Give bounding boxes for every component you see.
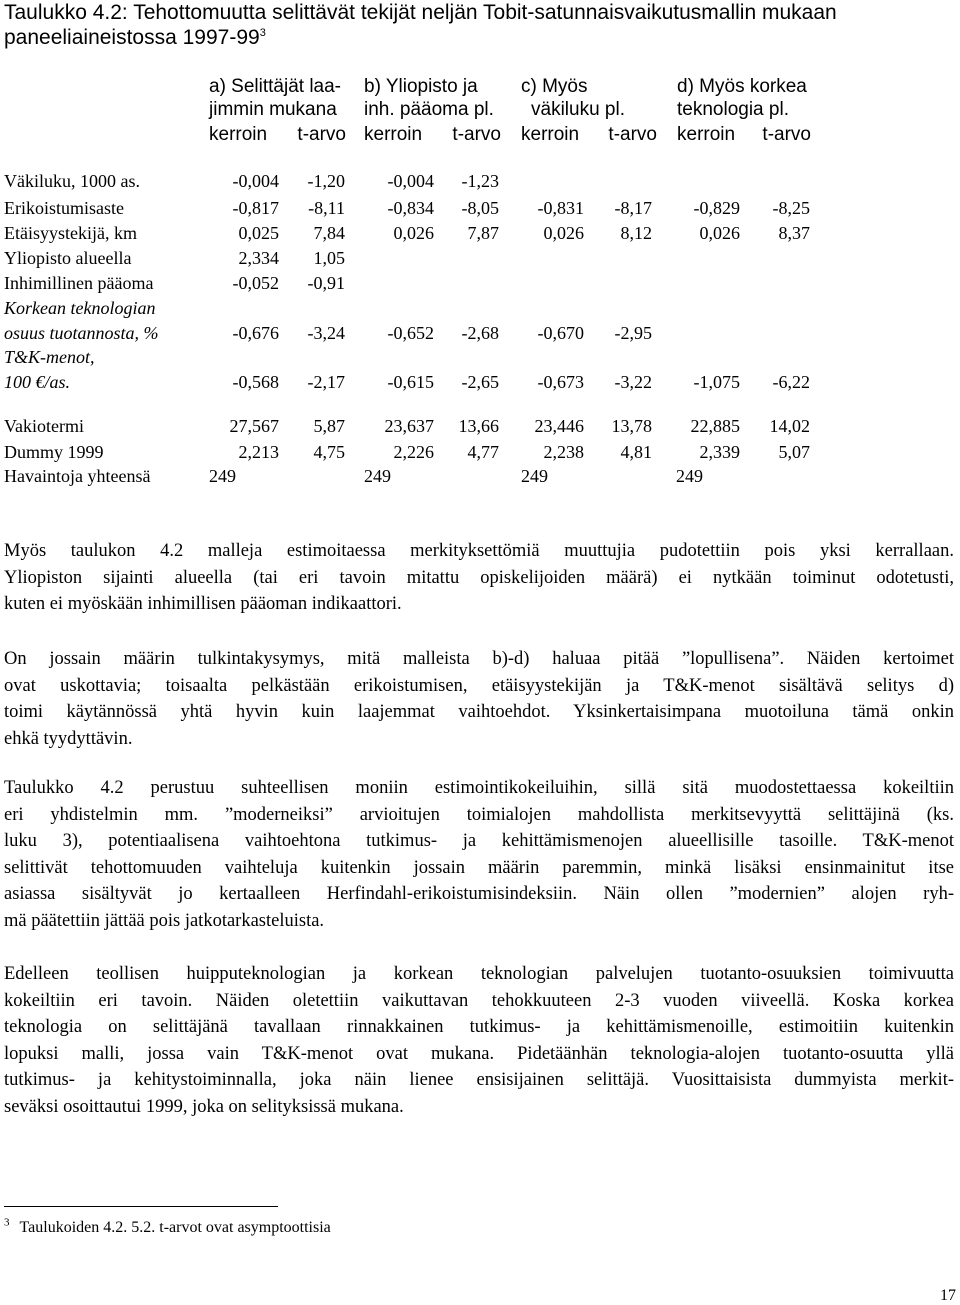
model-header-line2: väkiluku pl.	[531, 99, 625, 120]
paragraph-line: ovat uskottavia; toisaalta pelkästään erikoistumisen, etäisyystekijän ja T&K-menot sisältävä selitys d)	[4, 675, 954, 696]
table-title-line1: Taulukko 4.2: Tehottomuutta selittävät tekijät neljän Tobit-satunnaisvaikutusmallin mukaan	[4, 1, 837, 24]
paragraph-line: luku 3), potentiaalisena vaihtoehtona tutkimus- ja kehittämismenojen alueellisille tasoille. T&K-menot	[4, 831, 954, 852]
subheader-kerroin: kerroin	[209, 124, 268, 145]
cell-t-arvo: 4,77	[467, 442, 499, 462]
cell-kerroin: 22,885	[690, 416, 740, 436]
cell-t-arvo: 1,05	[313, 248, 345, 268]
subheader-t-arvo: t-arvo	[608, 124, 657, 145]
cell-kerroin: 27,567	[229, 416, 279, 436]
paragraph-line: Yliopiston sijainti alueella (tai eri tavoin mitattu opiskelijoiden määrä) ei nytkään toiminut odotetusti,	[4, 567, 954, 588]
cell-t-arvo: -3,22	[614, 372, 652, 392]
subheader-kerroin: kerroin	[677, 124, 736, 145]
row-label: Inhimillinen pääoma	[4, 273, 154, 293]
footnote	[4, 1218, 331, 1238]
table-title	[4, 0, 837, 50]
row-label: Väkiluku, 1000 as.	[4, 171, 140, 191]
cell-kerroin: 2,334	[238, 248, 279, 268]
cell-t-arvo: 14,02	[769, 416, 810, 436]
cell-kerroin: -0,004	[232, 171, 279, 191]
cell-t-arvo: -2,65	[461, 372, 499, 392]
paragraph-line: Edelleen teollisen huipputeknologian ja korkean teknologian palvelujen tuotanto-osuuksien toimivuutta	[4, 964, 954, 984]
cell-observations: 249	[676, 466, 703, 486]
footnote-ref: 3	[259, 27, 266, 39]
cell-observations: 249	[364, 466, 391, 486]
cell-t-arvo: -8,11	[308, 198, 345, 218]
paragraph-line: Taulukko 4.2 perustuu suhteellisen moniin estimointikokeiluihin, sillä sitä muodostettaessa kokeiltiin	[4, 778, 954, 798]
footnote-text: Taulukoiden 4.2. 5.2. t-arvot ovat asymptoottisia	[19, 1219, 331, 1236]
footnote-rule	[4, 1206, 278, 1207]
cell-t-arvo: -3,24	[307, 323, 345, 343]
cell-t-arvo: 4,81	[620, 442, 652, 462]
cell-kerroin: 23,446	[534, 416, 584, 436]
paragraph-line: lopuksi malli, jossa vain T&K-menot ovat mukana. Pidetäänhän teknologia-alojen tuotanto-osuutta yllä	[4, 1043, 954, 1064]
cell-t-arvo: -2,68	[461, 323, 499, 343]
model-header-line1: b) Yliopisto ja	[364, 76, 478, 97]
cell-kerroin: -0,829	[693, 198, 740, 218]
cell-t-arvo: 7,87	[467, 223, 499, 243]
cell-kerroin: -0,052	[232, 273, 279, 293]
cell-t-arvo: 5,87	[313, 416, 345, 436]
paragraph-line: selittivät tehottomuuden vaihteluja kuitenkin jossain määrin paremmin, minkä lisäksi ensinmainitut itse	[4, 857, 954, 878]
cell-kerroin: -0,834	[387, 198, 434, 218]
row-label: 100 €/as.	[4, 372, 71, 392]
cell-t-arvo: -0,91	[307, 273, 345, 293]
cell-kerroin: -0,670	[537, 323, 584, 343]
cell-t-arvo: -8,05	[461, 198, 499, 218]
model-header-line1: c) Myös	[521, 76, 588, 97]
model-header-line1: a) Selittäjät laa-	[209, 76, 342, 97]
cell-kerroin: -0,615	[387, 372, 434, 392]
paragraph	[4, 775, 954, 935]
cell-t-arvo: 8,37	[778, 223, 810, 243]
cell-t-arvo: -1,23	[461, 171, 499, 191]
cell-kerroin: 2,213	[238, 442, 279, 462]
subheader-kerroin: kerroin	[364, 124, 423, 145]
cell-kerroin: 23,637	[384, 416, 434, 436]
cell-t-arvo: -6,22	[772, 372, 810, 392]
model-header-line2: inh. pääoma pl.	[364, 99, 494, 120]
cell-kerroin: 0,026	[543, 223, 584, 243]
cell-kerroin: -0,817	[232, 198, 279, 218]
row-label: Erikoistumisaste	[4, 198, 124, 218]
row-label: Etäisyystekijä, km	[4, 223, 137, 243]
cell-t-arvo: 8,12	[620, 223, 652, 243]
paragraph-line: tutkimus- ja kehitystoiminnalla, joka näin lienee ensisijainen selittäjä. Vuosittaisista dummyista merkit-	[4, 1070, 954, 1091]
paragraph-line: kokeiltiin eri tavoin. Näiden oletettiin vaikuttavan tehokkuuteen 2-3 vuoden viiveellä. Koska korkea	[4, 990, 954, 1011]
model-header-line1: d) Myös korkea	[677, 76, 807, 97]
paragraph-line: Myös taulukon 4.2 malleja estimoitaessa merkityksettömiä muuttujia pudotettiin pois yksi kerrallaan.	[4, 541, 954, 561]
cell-t-arvo: -8,17	[614, 198, 652, 218]
cell-kerroin: 0,025	[238, 223, 279, 243]
cell-t-arvo: 7,84	[313, 223, 345, 243]
cell-kerroin: 2,339	[699, 442, 740, 462]
cell-kerroin: 0,026	[699, 223, 740, 243]
footnote-number: 3	[4, 1216, 10, 1229]
cell-observations: 249	[521, 466, 548, 486]
subheader-t-arvo: t-arvo	[452, 124, 501, 145]
paragraph	[4, 961, 954, 1121]
row-label: T&K-menot,	[4, 347, 95, 367]
paragraph-line: mä päätettiin jättää pois jatkotarkasteluista.	[4, 910, 325, 931]
cell-t-arvo: -2,95	[614, 323, 652, 343]
cell-kerroin: -1,075	[693, 372, 740, 392]
subheader-t-arvo: t-arvo	[762, 124, 811, 145]
paragraph-line: kuten ei myöskään inhimillisen pääoman indikaattori.	[4, 594, 402, 615]
paragraph-line: eri yhdistelmin mm. ”moderneiksi” arvioitujen toimialojen mahdollista merkitsevyyttä selittäjinä (ks.	[4, 804, 954, 825]
paragraph-line: toimi käytännössä yhtä hyvin kuin laajemmat vaihtoehdot. Yksinkertaisimpana muotoiluna tämä onkin	[4, 702, 954, 723]
row-label: Dummy 1999	[4, 442, 104, 462]
row-label: Korkean teknologian	[4, 298, 156, 318]
paragraph-line: asiassa sisältyvät jo kertaalleen Herfindahl-erikoistumisindeksiin. Näin ollen ”modernien” alojen ryh-	[4, 884, 954, 905]
subheader-t-arvo: t-arvo	[297, 124, 346, 145]
paragraph-line: seväksi osoittautui 1999, joka on selityksissä mukana.	[4, 1096, 404, 1117]
model-header-line2: teknologia pl.	[677, 99, 789, 120]
cell-kerroin: -0,652	[387, 323, 434, 343]
model-header-line2: jimmin mukana	[209, 99, 337, 120]
paragraph-line: On jossain määrin tulkintakysymys, mitä malleista b)-d) haluaa pitää ”lopullisena”. Näiden kertoimet	[4, 649, 954, 669]
cell-kerroin: 0,026	[393, 223, 434, 243]
cell-kerroin: -0,673	[537, 372, 584, 392]
cell-kerroin: 2,226	[393, 442, 434, 462]
cell-kerroin: 2,238	[543, 442, 584, 462]
paragraph	[4, 646, 954, 752]
cell-t-arvo: -2,17	[307, 372, 345, 392]
cell-t-arvo: -1,20	[307, 171, 345, 191]
row-label: Yliopisto alueella	[4, 248, 132, 268]
cell-t-arvo: 5,07	[778, 442, 810, 462]
cell-t-arvo: 13,66	[458, 416, 499, 436]
cell-t-arvo: 13,78	[611, 416, 652, 436]
cell-observations: 249	[209, 466, 236, 486]
row-label: Vakiotermi	[4, 416, 84, 436]
row-label: osuus tuotannosta, %	[4, 323, 159, 343]
subheader-kerroin: kerroin	[521, 124, 580, 145]
cell-kerroin: -0,676	[232, 323, 279, 343]
table-title-line2: paneeliaineistossa $1997-99^3$	[4, 26, 266, 49]
cell-kerroin: -0,004	[387, 171, 434, 191]
cell-kerroin: -0,568	[232, 372, 279, 392]
paragraph	[4, 538, 954, 618]
page-number: 17	[940, 1287, 956, 1304]
cell-t-arvo: -8,25	[772, 198, 810, 218]
cell-kerroin: -0,831	[537, 198, 584, 218]
paragraph-line: ehkä tyydyttävin.	[4, 728, 133, 749]
paragraph-line: teknologia on selittäjänä tavallaan rinnakkainen tutkimus- ja kehittämismenoille, estimoitiin kuitenkin	[4, 1017, 954, 1038]
cell-t-arvo: 4,75	[313, 442, 345, 462]
row-label: Havaintoja yhteensä	[4, 466, 151, 486]
